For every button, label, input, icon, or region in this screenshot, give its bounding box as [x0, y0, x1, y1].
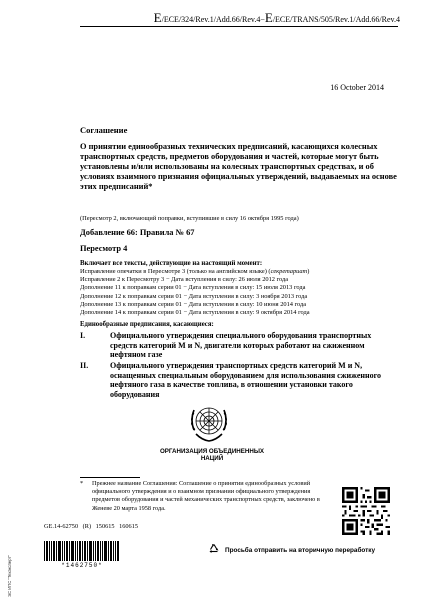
provision-text: Официального утверждения специального оборудования транспортных средств категорий M и N, двигатели которых работают на сжиженном нефтяном газе [110, 331, 372, 360]
document-number: GE.14-62750 (R) 150615 160615 [44, 523, 139, 530]
footnote-text: Прежнее название Соглашения: Соглашение о принятии единообразных условий официального утверждения и о взаимном признании официального утверждения предметов оборудования и частей механических транспортных средств, заключено в Женеве 20 марта 1958 года. [92, 480, 320, 512]
includes-line: Дополнение 11 к поправкам серии 01 − Дата вступления в силу: 15 июля 2013 года [80, 284, 306, 292]
includes-line: Исправление опечатки в Пересмотре 3 (только на английском языке) (секретариат) [80, 268, 310, 275]
provision-number: II. [80, 361, 89, 370]
includes-heading: Включает все тексты, действующие на настоящий момент: [80, 260, 263, 267]
symbol-ece: /ECE/324/Rev.1/Add.66/Rev.4− [161, 15, 265, 24]
includes-line: Исправление 2 к Пересмотру 3 − Дата вступления в силу: 26 июля 2012 года [80, 276, 289, 284]
uniform-heading: Единообразные предписания, касающиеся: [80, 321, 214, 328]
document-symbol [100, 10, 400, 26]
provision-number: I. [80, 331, 86, 340]
recycle-text: Просьба отправить на вторичную переработку [225, 547, 376, 554]
barcode [44, 541, 120, 561]
footnote-mark: * [80, 480, 84, 487]
includes-line: Дополнение 14 к поправкам серии 01 − Дата вступления в силу: 9 октября 2014 года [80, 309, 310, 317]
footnote-rule [80, 477, 140, 478]
agreement-label: Соглашение [80, 125, 128, 135]
barcode-number: *1462750* [61, 562, 103, 569]
un-emblem-icon [186, 400, 232, 446]
includes-list [80, 268, 398, 317]
revision-note: (Пересмотр 2, включающий поправки, вступившие в силу 16 октября 1995 года) [80, 215, 299, 222]
document-title: О принятии единообразных технических предписаний, касающихся колесных транспортных средств, предметов оборудования и частей, которые могут быть установлены и/или использованы на колесных транспортных средствах, и об условиях взаимного признания официальных утверждений, выдаваемых на основе этих предписаний* [80, 142, 397, 191]
header-rule [80, 26, 398, 27]
symbol-trans: /ECE/TRANS/505/Rev.1/Add.66/Rev.4 [272, 15, 400, 24]
side-watermark: ЭС ИПС "Техэксперт" [7, 555, 12, 597]
recycle-icon [208, 543, 220, 555]
includes-line: Дополнение 13 к поправкам серии 01 − Дата вступления в силу: 10 июня 2014 года [80, 300, 307, 308]
un-name: ОРГАНИЗАЦИЯ ОБЪЕДИНЕННЫХ НАЦИЙ [159, 448, 265, 462]
e-letter: E [153, 10, 162, 25]
document-date: 16 October 2014 [330, 83, 384, 92]
provision-item [80, 331, 398, 361]
addendum-title: Добавление 66: Правила № 67 [80, 228, 195, 237]
includes-line: Дополнение 12 к поправкам серии 01 − Дата вступления в силу: 3 ноября 2013 года [80, 292, 308, 300]
e-letter-2: E [264, 10, 273, 25]
qr-code [342, 487, 390, 535]
provision-text: Официального утверждения транспортных средств категорий M и N, оснащенных специальным оборудованием для использования сжиженного нефтяного газа в качестве топлива, в отношении установки такого оборудования [110, 361, 382, 399]
revision-number: Пересмотр 4 [80, 244, 128, 253]
footnote [80, 480, 330, 520]
provision-item [80, 361, 398, 401]
